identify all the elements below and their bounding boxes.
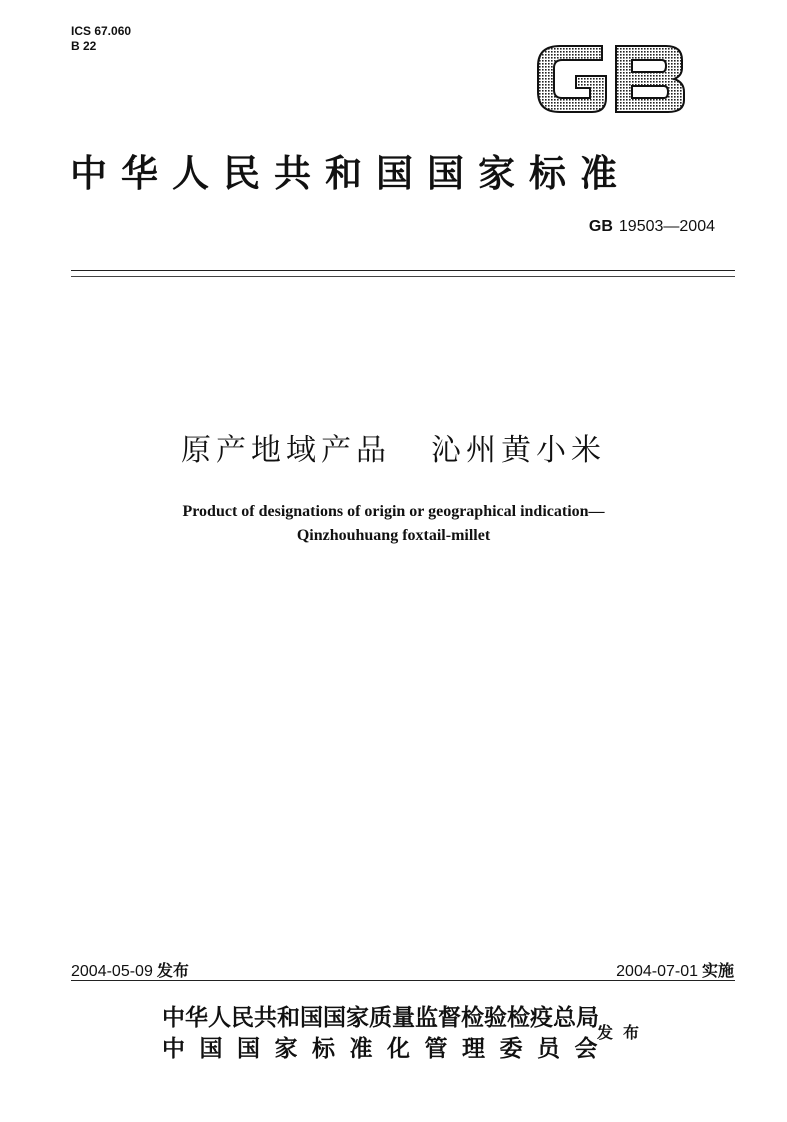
chinese-title-part1: 原产地域产品 xyxy=(181,433,391,468)
english-title xyxy=(0,500,787,548)
ccs-code: B 22 xyxy=(71,39,97,53)
effective-date-label: 实施 xyxy=(701,963,734,980)
issue-date xyxy=(71,958,189,981)
footer-divider xyxy=(71,980,735,981)
chinese-title-part2: 沁州黄小米 xyxy=(431,433,606,468)
standard-number xyxy=(589,218,715,236)
issue-date-value: 2004-05-09 xyxy=(71,963,153,980)
ics-code: ICS 67.060 xyxy=(71,24,132,38)
effective-date xyxy=(616,958,734,981)
header-divider xyxy=(71,270,735,271)
standard-prefix: GB xyxy=(588,218,613,235)
standard-code: 19503—2004 xyxy=(618,218,715,235)
publish-label: 发布 xyxy=(597,1023,650,1042)
header-divider-secondary xyxy=(71,276,735,277)
english-title-line2: Qinzhouhuang foxtail-millet xyxy=(296,527,491,544)
issue-date-label: 发布 xyxy=(156,963,189,980)
issuer-aqsiq: 中华人民共和国国家质量监督检验检疫总局 xyxy=(162,1004,599,1031)
gb-logo xyxy=(530,36,692,120)
svg-text:GB: GB xyxy=(610,118,612,119)
effective-date-value: 2004-07-01 xyxy=(616,963,698,980)
english-title-line1: Product of designations of origin or geographical indication— xyxy=(182,503,605,520)
chinese-title xyxy=(0,425,787,469)
national-standard-title: 中华人民共和国国家标准 xyxy=(70,151,631,195)
classification-codes xyxy=(71,24,131,54)
issuer-sac: 中国国家标准化管理委员会 xyxy=(162,1035,612,1062)
